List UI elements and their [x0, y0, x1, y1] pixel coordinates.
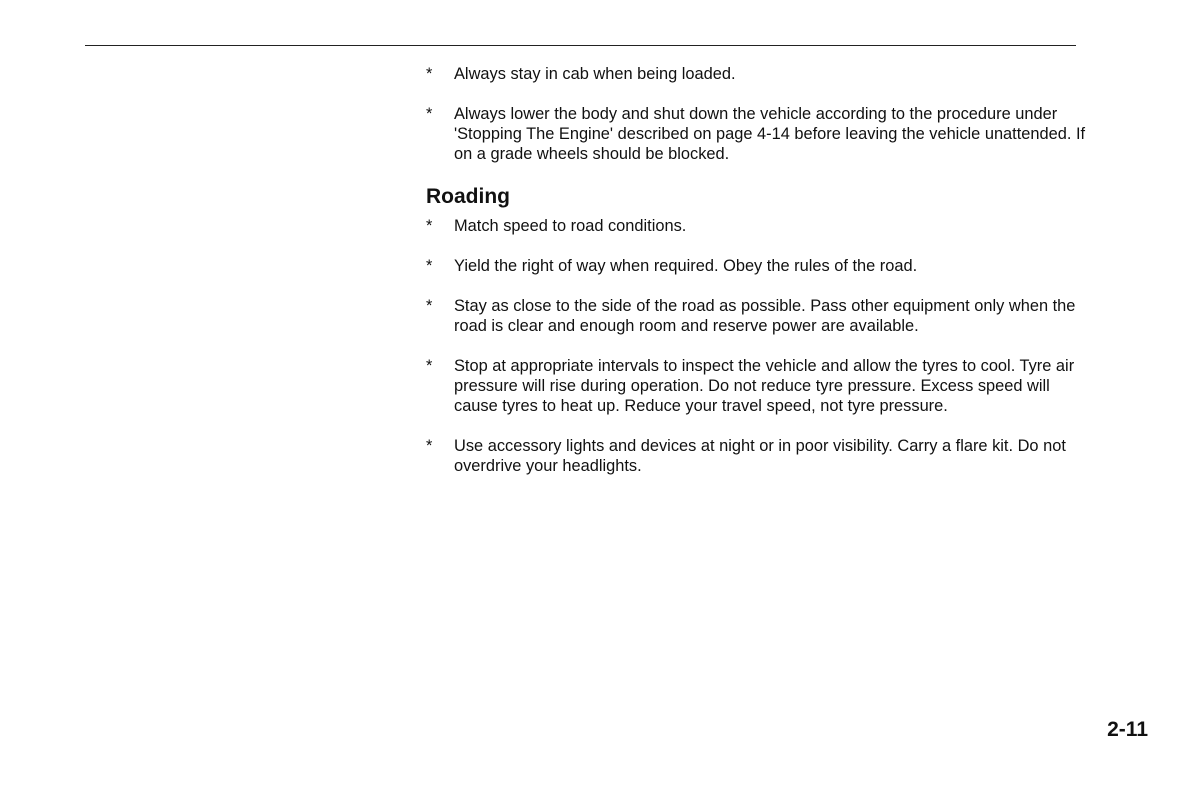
bullet-asterisk: * [426, 217, 433, 235]
list-item [426, 216, 1086, 236]
list-item-text: Always lower the body and shut down the vehicle according to the procedure under 'Stopping The Engine' described on page 4-14 before leaving the vehicle unattended. If on a grade wheels should be blocked. [454, 105, 1086, 163]
list-item-text: Always stay in cab when being loaded. [454, 65, 736, 83]
list-item [426, 356, 1086, 416]
bullet-asterisk: * [426, 257, 433, 275]
bullet-asterisk: * [426, 297, 433, 315]
list-item-text: Yield the right of way when required. Obey the rules of the road. [454, 257, 918, 275]
bullet-asterisk: * [426, 65, 433, 83]
section-heading-roading: Roading [426, 185, 510, 208]
bullet-asterisk: * [426, 357, 433, 375]
list-item [426, 296, 1086, 336]
page-content [426, 64, 1086, 496]
bullet-asterisk: * [426, 105, 433, 123]
list-item [426, 436, 1086, 476]
list-item-text: Stay as close to the side of the road as possible. Pass other equipment only when the road is clear and enough room and reserve power are available. [454, 297, 1076, 335]
list-item [426, 64, 1086, 84]
list-item [426, 256, 1086, 276]
list-item [426, 104, 1086, 164]
header-rule [85, 45, 1076, 46]
list-item-text: Match speed to road conditions. [454, 217, 687, 235]
list-item-text: Use accessory lights and devices at night or in poor visibility. Carry a flare kit. Do not overdrive your headlights. [454, 437, 1066, 475]
bullet-asterisk: * [426, 437, 433, 455]
list-item-text: Stop at appropriate intervals to inspect the vehicle and allow the tyres to cool. Tyre air pressure will rise during operation. Do not reduce tyre pressure. Excess speed will cause tyres to heat up. Reduce your travel speed, not tyre pressure. [454, 357, 1075, 415]
page-number: 2-11 [1107, 718, 1148, 741]
